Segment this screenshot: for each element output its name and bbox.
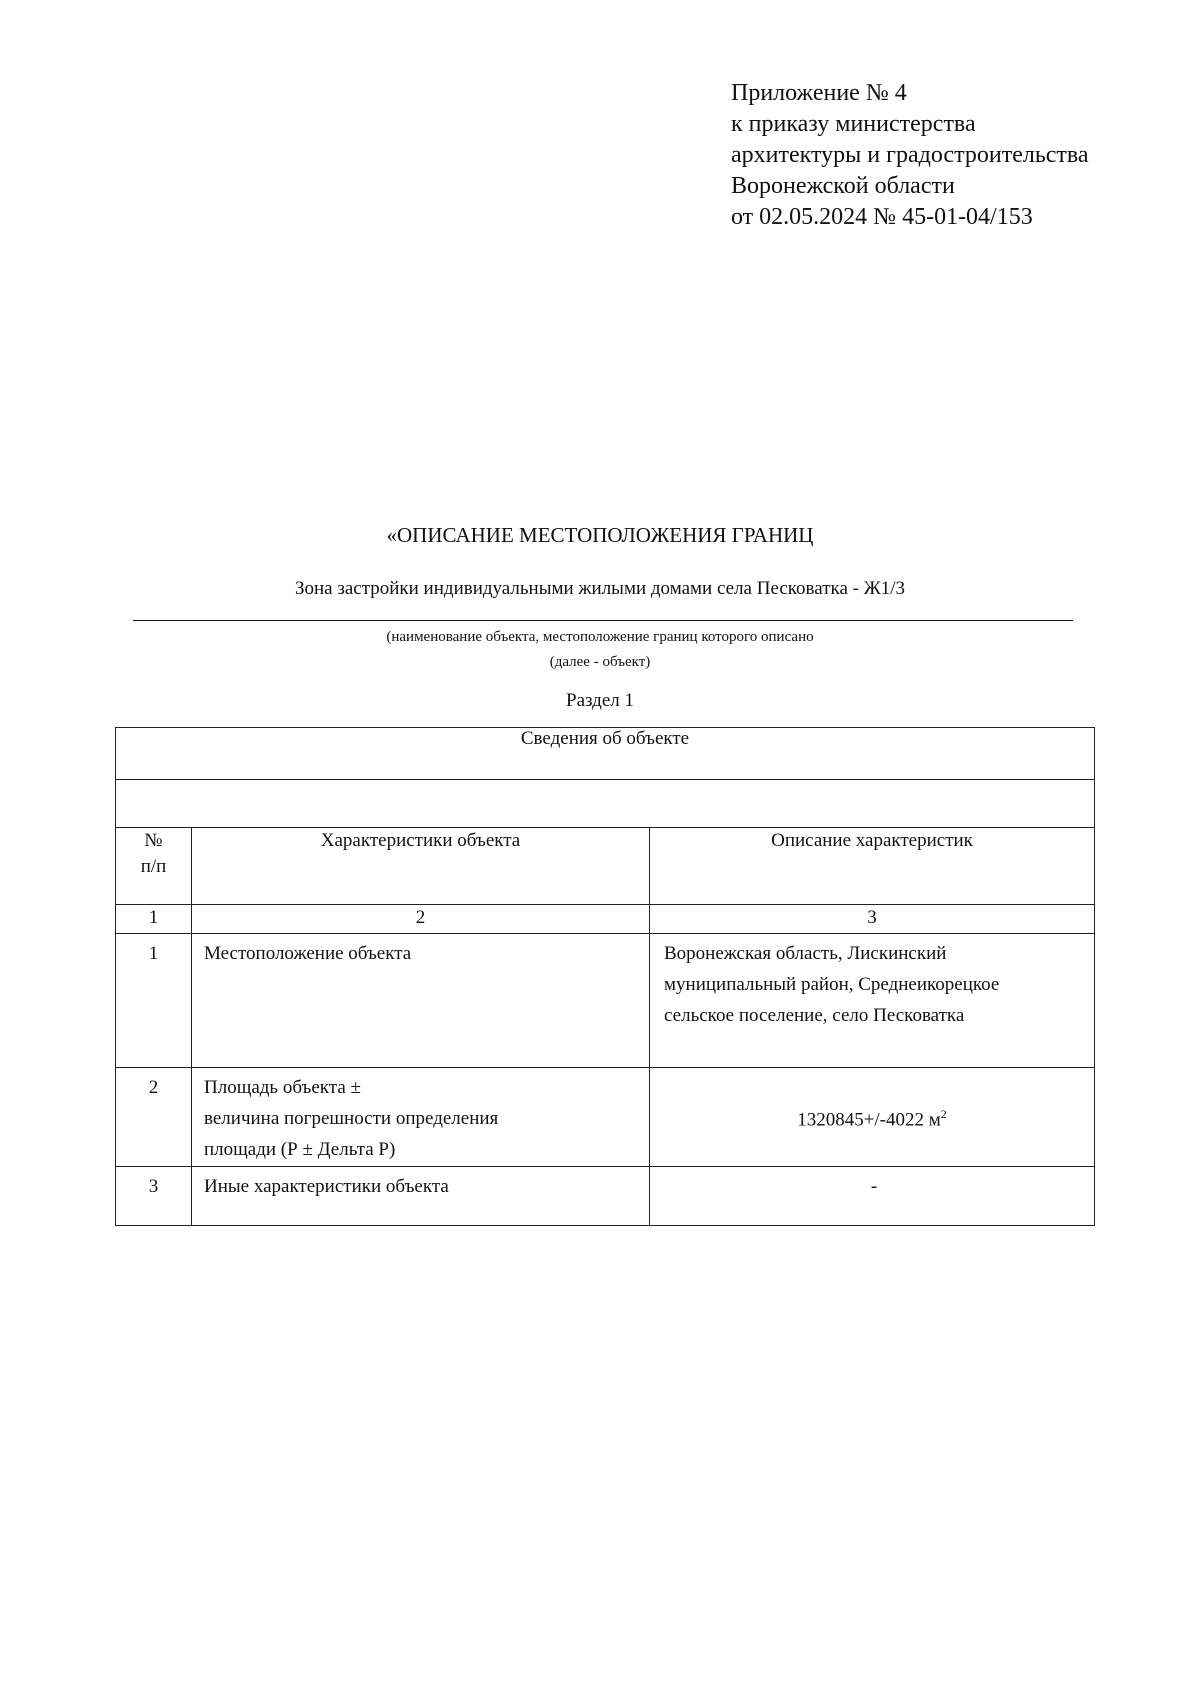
document-title: «ОПИСАНИЕ МЕСТОПОЛОЖЕНИЯ ГРАНИЦ (386, 523, 814, 547)
row-description (650, 1068, 1095, 1167)
row-number: 2 (116, 1068, 192, 1167)
row-description-line: сельское поселение, село Песковатка (664, 1005, 965, 1026)
table-header: Сведения об объекте (116, 728, 1095, 780)
row-characteristic-line: Площадь объекта ± (204, 1077, 361, 1098)
appendix-block (731, 78, 1089, 233)
object-name-caption (0, 625, 1200, 675)
table-blank-row (116, 780, 1095, 828)
caption-line: (наименование объекта, местоположение границ которого описано (386, 629, 814, 645)
object-name: Зона застройки индивидуальными жилыми домами села Песковатка - Ж1/3 (294, 578, 906, 599)
table-row (116, 1167, 1095, 1226)
appendix-line: Воронежской области (731, 173, 955, 199)
row-characteristic-line: площади (Р ± Дельта Р) (204, 1139, 396, 1160)
row-characteristic (192, 1068, 650, 1167)
row-number: 3 (116, 1167, 192, 1226)
appendix-line: архитектуры и градостроительства (731, 142, 1089, 168)
column-header-description: Описание характеристик (650, 828, 1095, 905)
column-header-number-line: п/п (140, 856, 167, 877)
row-description (650, 934, 1095, 1068)
underline-divider (133, 620, 1073, 621)
column-header-characteristic: Характеристики объекта (192, 828, 650, 905)
column-header-number-line: № (144, 830, 163, 851)
column-header-number (116, 828, 192, 905)
appendix-line: от 02.05.2024 № 45-01-04/153 (731, 204, 1033, 230)
column-header-row (116, 828, 1095, 905)
row-description: - (650, 1167, 1095, 1226)
area-value: 1320845+/-4022 м (797, 1109, 941, 1131)
column-number-row (116, 905, 1095, 934)
table-blank-cell (116, 780, 1095, 828)
row-characteristic: Местоположение объекта (192, 934, 650, 1068)
column-number: 2 (192, 905, 650, 934)
row-description-line: муниципальный район, Среднеикорецкое (664, 974, 1000, 995)
row-characteristic: Иные характеристики объекта (192, 1167, 650, 1226)
column-number: 3 (650, 905, 1095, 934)
area-unit-superscript: 2 (940, 1106, 947, 1121)
table-row (116, 1068, 1095, 1167)
table-header-row (116, 728, 1095, 780)
appendix-line: Приложение № 4 (731, 80, 907, 106)
row-description-line: Воронежская область, Лискинский (664, 943, 947, 964)
appendix-line: к приказу министерства (731, 111, 976, 137)
section-heading: Раздел 1 (566, 690, 634, 711)
column-number: 1 (116, 905, 192, 934)
object-info-table (115, 727, 1095, 1226)
row-number: 1 (116, 934, 192, 1068)
row-characteristic-line: величина погрешности определения (204, 1108, 499, 1129)
caption-line: (далее - объект) (549, 654, 651, 670)
table-row (116, 934, 1095, 1068)
